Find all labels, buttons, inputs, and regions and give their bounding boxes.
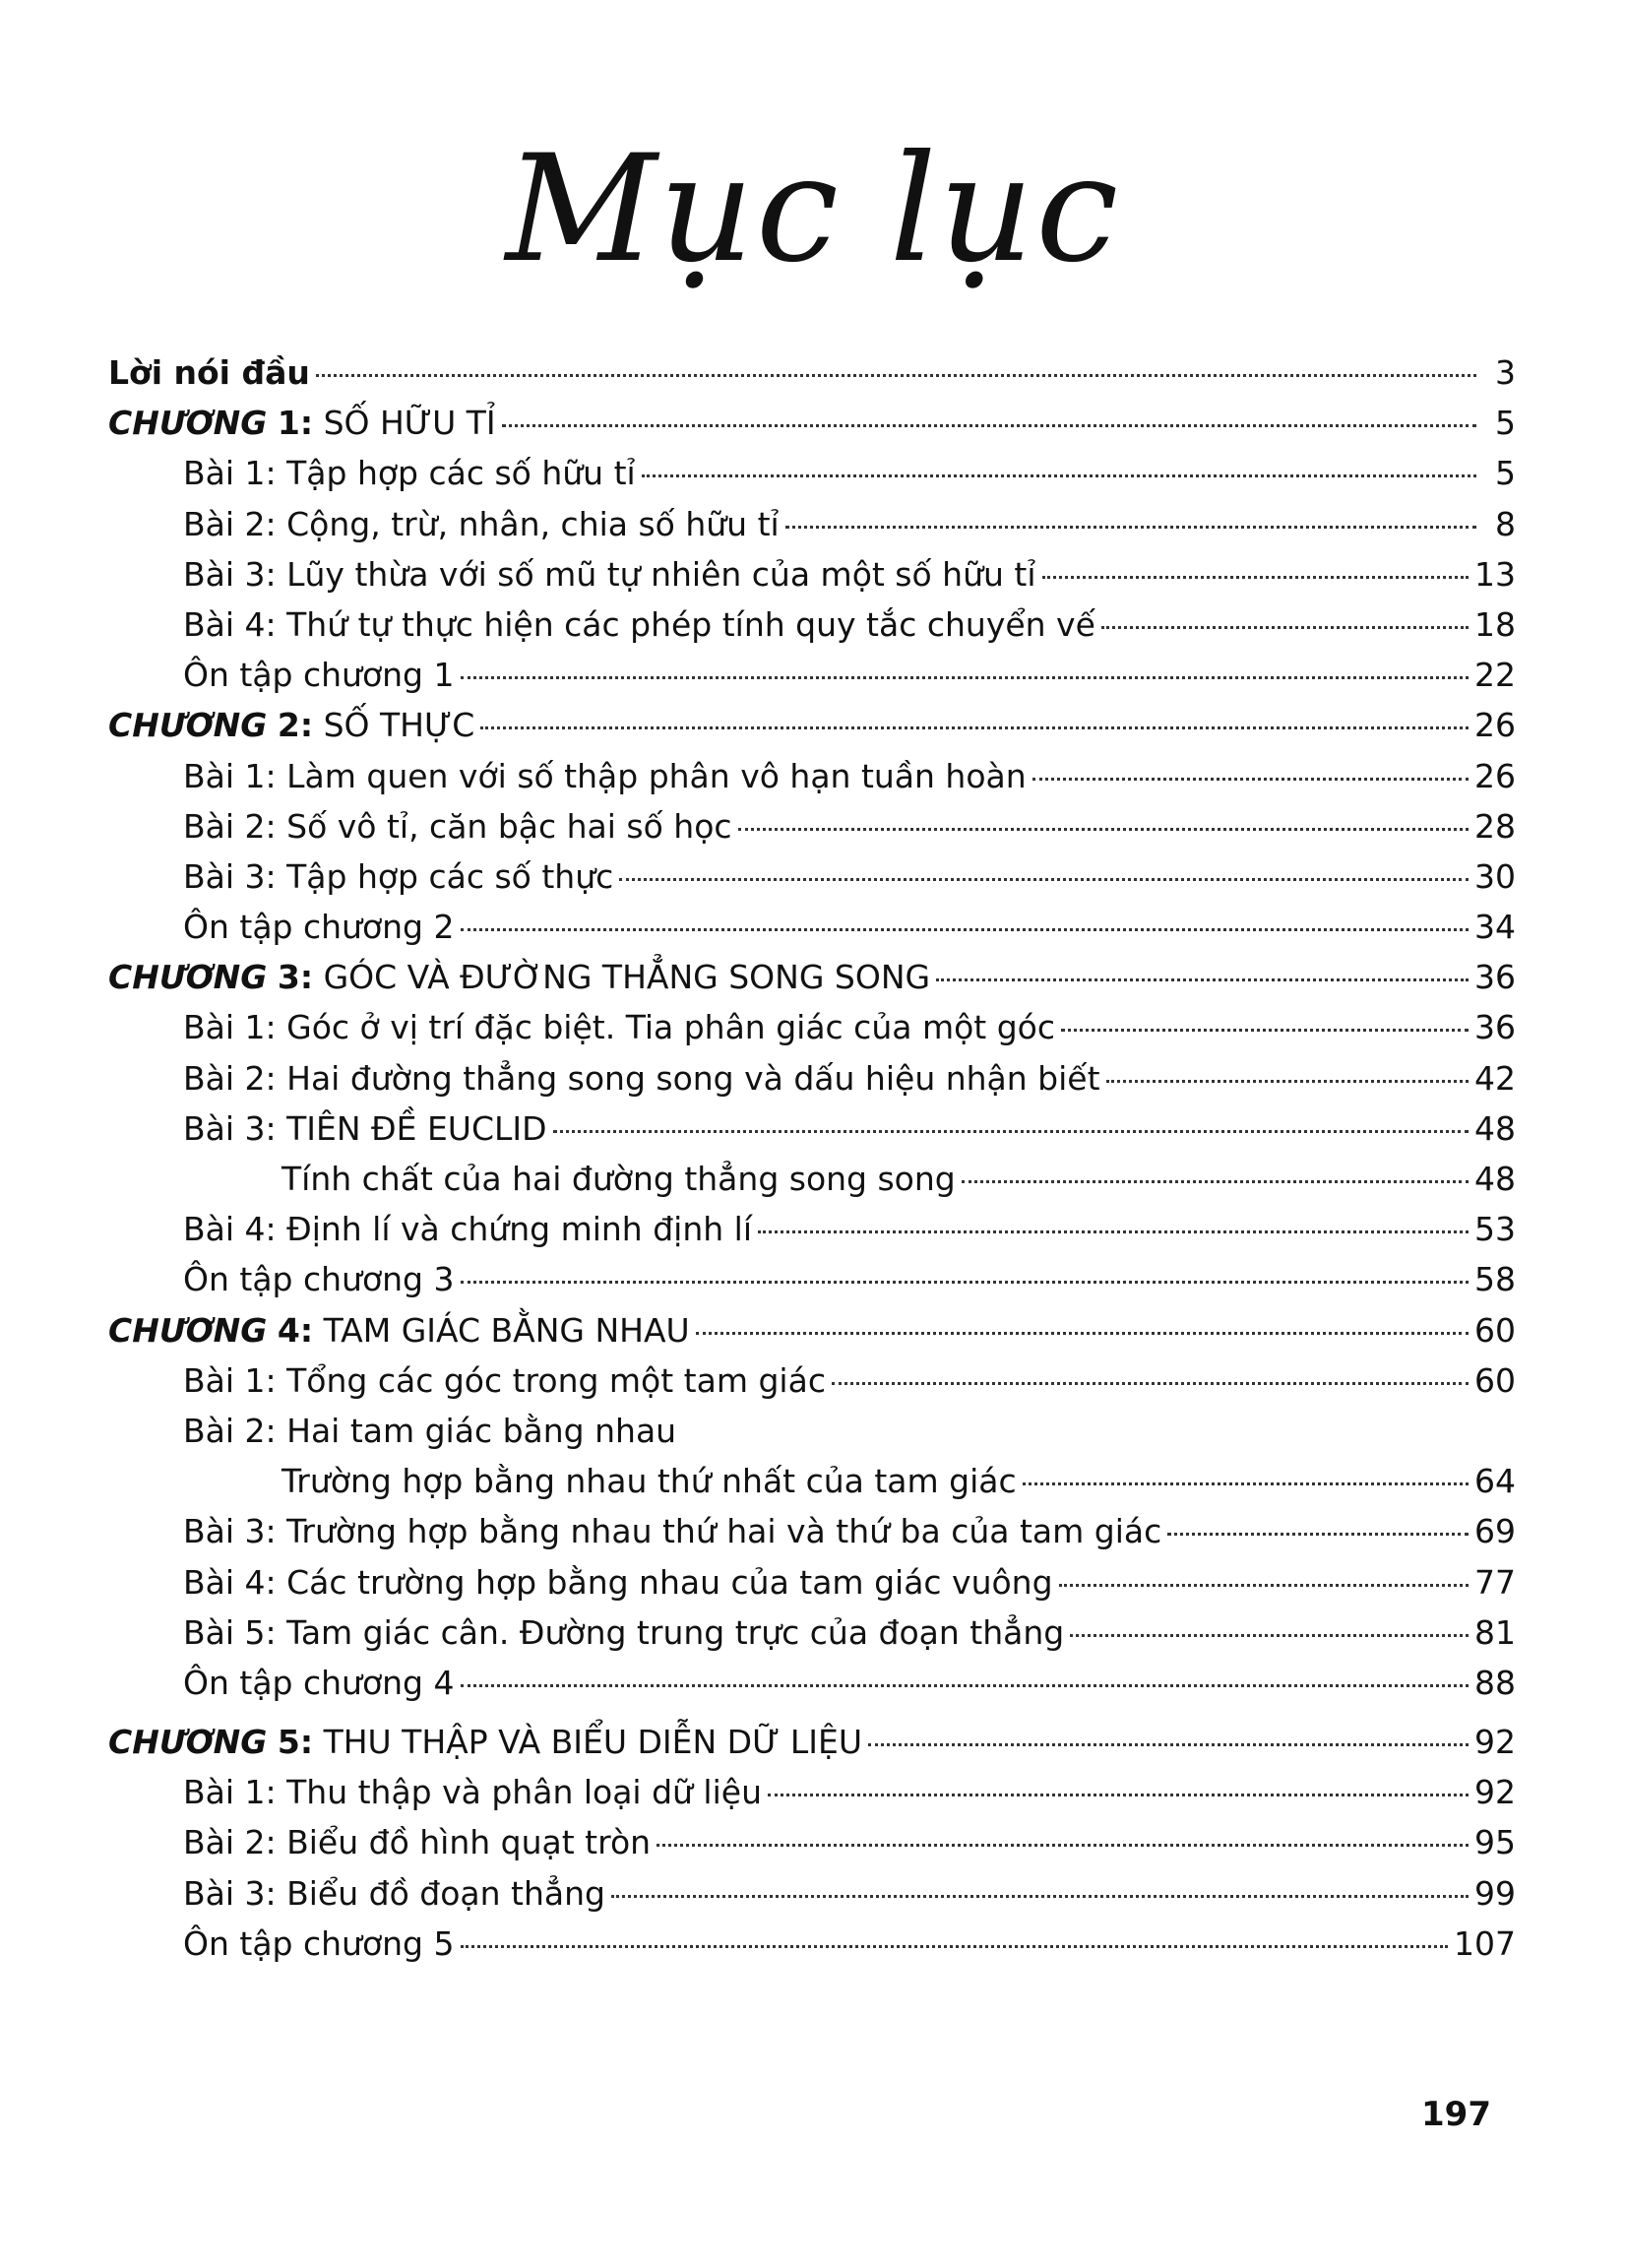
- toc-entry-page: 48: [1474, 1108, 1516, 1148]
- toc-entry-label: Bài 4: Thứ tự thực hiện các phép tính quy tắc chuyển vế: [183, 604, 1095, 644]
- toc-entry-page: 36: [1474, 1008, 1516, 1047]
- toc-lesson: [108, 751, 1516, 801]
- chapter-number: 3: [277, 958, 300, 997]
- dot-leader: [785, 526, 1476, 529]
- chapter-colon: :: [299, 706, 314, 745]
- toc-entry-page: 81: [1474, 1612, 1516, 1652]
- toc-chapter-3: [108, 952, 1516, 1002]
- chapter-number: 2: [277, 706, 300, 745]
- dot-leader: [936, 978, 1469, 981]
- toc-entry-label: Bài 3: Biểu đồ đoạn thẳng: [183, 1873, 605, 1913]
- toc-entry-page: 22: [1474, 656, 1516, 695]
- toc-entry-page: 13: [1474, 554, 1516, 594]
- toc-lesson: [108, 1002, 1516, 1052]
- toc-entry-page: 60: [1474, 1360, 1516, 1400]
- page-title: Mục lục: [505, 124, 1121, 295]
- toc-entry-label: Bài 1: Tập hợp các số hữu tỉ: [183, 454, 636, 493]
- chapter-heading: [108, 952, 930, 1002]
- toc-lesson: [108, 1919, 1516, 1969]
- toc-entry-label: Bài 3: Lũy thừa với số mũ tự nhiên của một số hữu tỉ: [183, 554, 1036, 594]
- dot-leader: [1023, 1482, 1469, 1485]
- toc-entry-label: Bài 1: Tổng các góc trong một tam giác: [183, 1360, 826, 1400]
- toc-entry-page: 34: [1474, 908, 1516, 947]
- toc-entry-label: Bài 2: Số vô tỉ, căn bậc hai số học: [183, 806, 732, 846]
- toc-entry-label: Tính chất của hai đường thẳng song song: [281, 1160, 956, 1198]
- toc-entry-label: Ôn tập chương 3: [183, 1260, 455, 1299]
- dot-leader: [611, 1895, 1469, 1898]
- toc-entry-page: 18: [1474, 604, 1516, 644]
- toc-entry-page: 26: [1474, 756, 1516, 795]
- toc-entry-page: 36: [1474, 958, 1516, 997]
- toc-chapter-4: [108, 1305, 1516, 1355]
- chapter-word: CHƯƠNG: [108, 404, 268, 443]
- chapter-heading: [108, 1305, 690, 1355]
- toc-lesson: [108, 1607, 1516, 1658]
- toc-entry-page: 95: [1474, 1823, 1516, 1862]
- chapter-heading: [108, 700, 474, 750]
- toc-lesson: [108, 1204, 1516, 1254]
- toc-lesson: [108, 1254, 1516, 1304]
- toc-lesson: [108, 851, 1516, 902]
- chapter-word: CHƯƠNG: [108, 1723, 268, 1762]
- chapter-colon: :: [299, 404, 314, 443]
- dot-leader: [502, 424, 1476, 427]
- dot-leader: [480, 726, 1469, 729]
- toc-entry-page: 88: [1474, 1663, 1516, 1702]
- dot-leader: [696, 1332, 1469, 1335]
- toc-entry-label: Bài 3: Tập hợp các số thực: [183, 856, 614, 896]
- toc-chapter-5: [108, 1717, 1516, 1767]
- toc-lesson-sub: [108, 1456, 1516, 1506]
- chapter-title: SỐ HỮU TỈ: [323, 404, 496, 443]
- toc-lesson: [108, 1767, 1516, 1817]
- toc-chapter-2: [108, 700, 1516, 750]
- toc-lesson: [108, 599, 1516, 650]
- toc-entry-page: 26: [1474, 706, 1516, 745]
- dot-leader: [832, 1382, 1469, 1385]
- dot-leader: [461, 928, 1470, 931]
- toc-lesson: [108, 1817, 1516, 1867]
- toc-entry-label: Bài 1: Thu thập và phân loại dữ liệu: [183, 1773, 762, 1812]
- toc-entry-page: 64: [1474, 1462, 1516, 1501]
- chapter-title: THU THẬP VÀ BIỂU DIỄN DỮ LIỆU: [323, 1723, 863, 1762]
- toc-lesson: [108, 448, 1516, 498]
- chapter-heading: [108, 398, 496, 448]
- toc-entry-label: Lời nói đầu: [108, 353, 310, 392]
- toc-entry-label: Bài 2: Hai đường thẳng song song và dấu hiệu nhận biết: [183, 1058, 1100, 1098]
- toc-lesson: [108, 1658, 1516, 1708]
- toc-entry-page: 5: [1495, 454, 1516, 493]
- toc-entry-page: 42: [1474, 1058, 1516, 1098]
- toc-entry-page: 5: [1495, 404, 1516, 443]
- toc-lesson: [108, 499, 1516, 549]
- toc-entry-label: Trường hợp bằng nhau thứ nhất của tam giác: [281, 1462, 1017, 1501]
- dot-leader: [962, 1180, 1469, 1183]
- chapter-colon: :: [299, 1723, 314, 1762]
- chapter-colon: :: [299, 1310, 314, 1350]
- dot-leader: [461, 1945, 1449, 1948]
- chapter-word: CHƯƠNG: [108, 706, 268, 745]
- dot-leader: [1059, 1584, 1469, 1587]
- toc-lesson: [108, 1506, 1516, 1556]
- toc-entry-page: 77: [1474, 1562, 1516, 1602]
- chapter-title: TAM GIÁC BẰNG NHAU: [323, 1310, 690, 1350]
- toc-entry-label: Ôn tập chương 5: [183, 1923, 455, 1963]
- toc-entry-label: Bài 4: Định lí và chứng minh định lí: [183, 1210, 752, 1249]
- dot-leader: [1032, 778, 1469, 781]
- toc-entry-label: Ôn tập chương 1: [183, 656, 455, 695]
- toc-entry-label: Bài 2: Cộng, trừ, nhân, chia số hữu tỉ: [183, 504, 780, 543]
- chapter-title: GÓC VÀ ĐƯỜNG THẲNG SONG SONG: [323, 958, 931, 997]
- toc-entry-page: 30: [1474, 856, 1516, 896]
- dot-leader: [1061, 1029, 1469, 1032]
- toc-lesson: [108, 902, 1516, 952]
- toc-entry-page: 53: [1474, 1210, 1516, 1249]
- toc-chapter-1: [108, 398, 1516, 448]
- toc-lesson: [108, 1557, 1516, 1607]
- dot-leader: [758, 1230, 1469, 1233]
- chapter-number: 4: [277, 1310, 300, 1350]
- toc-entry-page: 28: [1474, 806, 1516, 846]
- dot-leader: [868, 1743, 1469, 1746]
- toc-entry-page: 92: [1474, 1773, 1516, 1812]
- chapter-title: SỐ THỰC: [323, 706, 475, 745]
- chapter-word: CHƯƠNG: [108, 958, 268, 997]
- dot-leader: [461, 1281, 1470, 1284]
- toc-lesson: [108, 650, 1516, 700]
- dot-leader: [1167, 1533, 1469, 1536]
- chapter-word: CHƯƠNG: [108, 1310, 268, 1350]
- toc-entry-label: Bài 2: Hai tam giác bằng nhau: [183, 1411, 677, 1450]
- toc-entry-page: 107: [1454, 1923, 1516, 1963]
- toc-entry-page: 58: [1474, 1260, 1516, 1299]
- chapter-number: 1: [277, 404, 300, 443]
- toc-lesson: [108, 549, 1516, 599]
- toc-entry-intro: [108, 347, 1516, 398]
- toc-lesson: [108, 1103, 1516, 1154]
- toc-lesson: [108, 1406, 1516, 1456]
- toc-entry-label: Bài 1: Làm quen với số thập phân vô hạn tuần hoàn: [183, 756, 1027, 795]
- toc-entry-page: 92: [1474, 1723, 1516, 1762]
- dot-leader: [461, 1684, 1470, 1687]
- toc-entry-label: Bài 3: TIÊN ĐỀ EUCLID: [183, 1108, 547, 1148]
- toc-entry-label: Ôn tập chương 4: [183, 1663, 455, 1702]
- page-number: 197: [1421, 2095, 1491, 2134]
- toc-lesson: [108, 801, 1516, 851]
- toc-entry-page: 60: [1474, 1310, 1516, 1350]
- toc-entry-page: 3: [1495, 353, 1516, 392]
- dot-leader: [461, 676, 1470, 679]
- dot-leader: [1106, 1080, 1469, 1083]
- toc-entry-label: Bài 1: Góc ở vị trí đặc biệt. Tia phân giác của một góc: [183, 1008, 1055, 1047]
- toc-lesson-sub: [108, 1154, 1516, 1204]
- toc-entry-page: 48: [1474, 1160, 1516, 1198]
- toc-entry-page: 69: [1474, 1512, 1516, 1551]
- toc-entry-page: 8: [1495, 504, 1516, 543]
- dot-leader: [657, 1844, 1469, 1847]
- dot-leader: [768, 1794, 1469, 1796]
- toc-lesson: [108, 1053, 1516, 1103]
- dot-leader: [642, 474, 1476, 477]
- table-of-contents: [108, 347, 1516, 1969]
- dot-leader: [1101, 626, 1469, 629]
- chapter-number: 5: [277, 1723, 300, 1762]
- dot-leader: [1042, 576, 1469, 579]
- dot-leader: [553, 1130, 1469, 1133]
- toc-entry-page: 99: [1474, 1873, 1516, 1913]
- toc-entry-label: Bài 5: Tam giác cân. Đường trung trực của đoạn thẳng: [183, 1612, 1065, 1652]
- dot-leader: [619, 878, 1469, 881]
- toc-lesson: [108, 1355, 1516, 1406]
- chapter-heading: [108, 1717, 862, 1767]
- dot-leader: [316, 374, 1476, 377]
- toc-entry-label: Bài 2: Biểu đồ hình quạt tròn: [183, 1823, 652, 1862]
- toc-lesson: [108, 1868, 1516, 1919]
- toc-entry-label: Ôn tập chương 2: [183, 908, 455, 947]
- toc-entry-label: Bài 4: Các trường hợp bằng nhau của tam giác vuông: [183, 1562, 1053, 1602]
- toc-entry-label: Bài 3: Trường hợp bằng nhau thứ hai và thứ ba của tam giác: [183, 1512, 1162, 1551]
- chapter-colon: :: [299, 958, 314, 997]
- dot-leader: [1070, 1634, 1469, 1637]
- dot-leader: [738, 828, 1469, 831]
